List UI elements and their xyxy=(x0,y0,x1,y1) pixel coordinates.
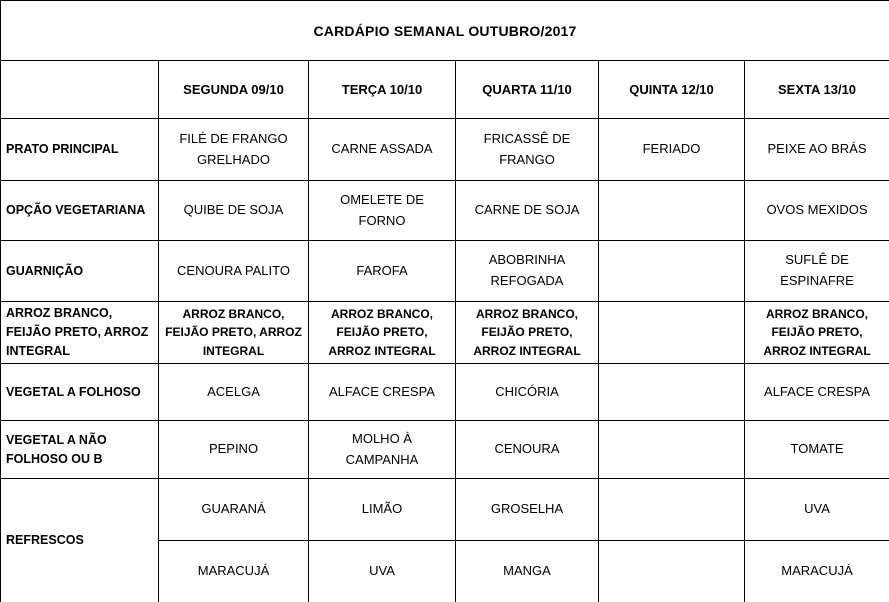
menu-cell: UVA xyxy=(745,479,889,541)
menu-cell: MARACUJÁ xyxy=(159,541,309,602)
menu-cell xyxy=(599,302,745,364)
table-row xyxy=(1,119,889,181)
menu-cell: CARNE DE SOJA xyxy=(456,181,599,241)
table-row xyxy=(1,302,889,364)
row-label-arroz-feijao: ARROZ BRANCO, FEIJÃO PRETO, ARROZ INTEGRAL xyxy=(1,302,159,364)
menu-cell: LIMÃO xyxy=(309,479,456,541)
menu-cell: QUIBE DE SOJA xyxy=(159,181,309,241)
day-header-quarta: QUARTA 11/10 xyxy=(456,61,599,119)
table-row xyxy=(1,364,889,421)
menu-cell: CENOURA PALITO xyxy=(159,241,309,302)
menu-cell xyxy=(599,181,745,241)
menu-cell: GROSELHA xyxy=(456,479,599,541)
menu-cell: FILÉ DE FRANGO GRELHADO xyxy=(159,119,309,181)
menu-cell: MANGA xyxy=(456,541,599,602)
menu-cell: OVOS MEXIDOS xyxy=(745,181,889,241)
menu-cell: UVA xyxy=(309,541,456,602)
day-header-segunda: SEGUNDA 09/10 xyxy=(159,61,309,119)
menu-title: CARDÁPIO SEMANAL OUTUBRO/2017 xyxy=(1,1,889,61)
menu-cell: ARROZ BRANCO, FEIJÃO PRETO, ARROZ INTEGRAL xyxy=(309,302,456,364)
day-header-sexta: SEXTA 13/10 xyxy=(745,61,889,119)
menu-cell: OMELETE DE FORNO xyxy=(309,181,456,241)
menu-cell: CARNE ASSADA xyxy=(309,119,456,181)
corner-cell xyxy=(1,61,159,119)
menu-cell: PEIXE AO BRÁS xyxy=(745,119,889,181)
row-label-vegetal-folhoso: VEGETAL A FOLHOSO xyxy=(1,364,159,421)
day-header-terca: TERÇA 10/10 xyxy=(309,61,456,119)
menu-cell xyxy=(599,421,745,479)
row-label-guarnicao: GUARNIÇÃO xyxy=(1,241,159,302)
menu-cell: ARROZ BRANCO, FEIJÃO PRETO, ARROZ INTEGRAL xyxy=(456,302,599,364)
menu-cell: PEPINO xyxy=(159,421,309,479)
menu-cell xyxy=(599,364,745,421)
table-row xyxy=(1,241,889,302)
table-row xyxy=(1,479,889,541)
menu-cell: CENOURA xyxy=(456,421,599,479)
table-row xyxy=(1,181,889,241)
menu-cell: FERIADO xyxy=(599,119,745,181)
menu-cell: ARROZ BRANCO, FEIJÃO PRETO, ARROZ INTEGRAL xyxy=(745,302,889,364)
menu-cell: ABOBRINHA REFOGADA xyxy=(456,241,599,302)
menu-cell: ALFACE CRESPA xyxy=(309,364,456,421)
menu-cell xyxy=(599,479,745,541)
menu-cell: ARROZ BRANCO, FEIJÃO PRETO, ARROZ INTEGRAL xyxy=(159,302,309,364)
menu-cell: SUFLÊ DE ESPINAFRE xyxy=(745,241,889,302)
header-row xyxy=(1,61,889,119)
row-label-opcao-vegetariana: OPÇÃO VEGETARIANA xyxy=(1,181,159,241)
menu-cell: FRICASSÊ DE FRANGO xyxy=(456,119,599,181)
menu-cell: MOLHO À CAMPANHA xyxy=(309,421,456,479)
menu-cell: CHICÓRIA xyxy=(456,364,599,421)
table-row xyxy=(1,421,889,479)
menu-cell: ACELGA xyxy=(159,364,309,421)
row-label-refrescos: REFRESCOS xyxy=(1,479,159,602)
menu-cell: FAROFA xyxy=(309,241,456,302)
menu-cell: GUARANÁ xyxy=(159,479,309,541)
menu-cell: TOMATE xyxy=(745,421,889,479)
menu-cell xyxy=(599,541,745,602)
day-header-quinta: QUINTA 12/10 xyxy=(599,61,745,119)
menu-cell: MARACUJÁ xyxy=(745,541,889,602)
menu-cell: ALFACE CRESPA xyxy=(745,364,889,421)
title-row xyxy=(1,1,889,61)
menu-cell xyxy=(599,241,745,302)
row-label-prato-principal: PRATO PRINCIPAL xyxy=(1,119,159,181)
row-label-vegetal-nao-folhoso: VEGETAL A NÃO FOLHOSO OU B xyxy=(1,421,159,479)
